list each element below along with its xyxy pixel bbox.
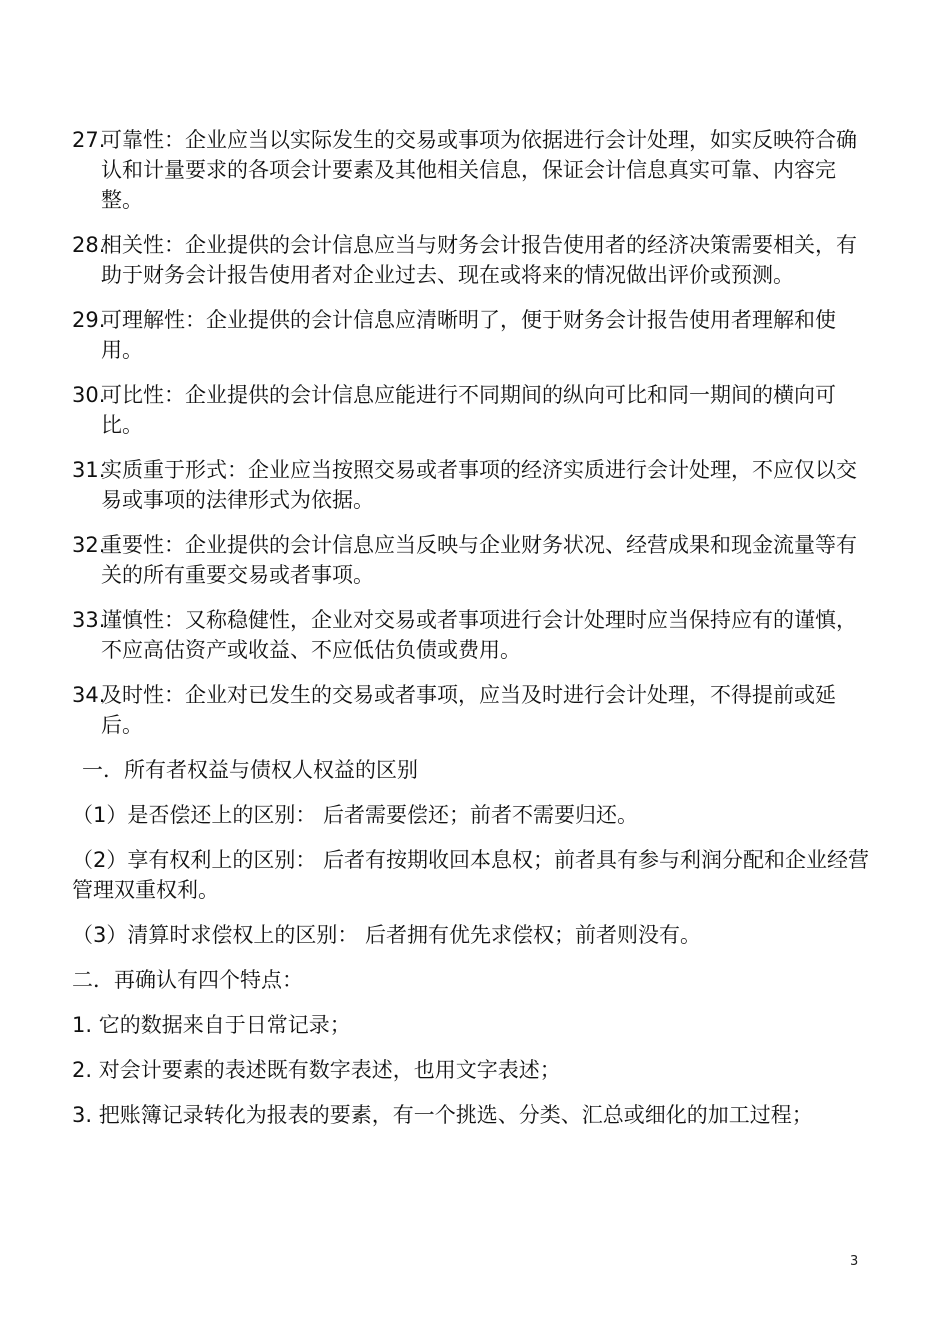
section-heading: 一．所有者权益与债权人权益的区别 bbox=[82, 758, 418, 782]
feature-item: 3. 把账簿记录转化为报表的要素，有一个挑选、分类、汇总或细化的加工过程； bbox=[72, 1103, 813, 1127]
item-number: 34. bbox=[72, 683, 106, 707]
principle-item bbox=[72, 380, 872, 440]
section-heading: 二．再确认有四个特点： bbox=[72, 968, 303, 992]
document-body bbox=[72, 125, 872, 1145]
item-text: 相关性：企业提供的会计信息应当与财务会计报告使用者的经济决策需要相关，有助于财务会计报告使用者对企业过去、现在或将来的情况做出评价或预测。 bbox=[101, 233, 857, 287]
comparison-item: （2）享有权利上的区别： 后者有按期收回本息权；前者具有参与利润分配和企业经营管理双重权利。 bbox=[72, 848, 870, 902]
principle-item bbox=[72, 605, 872, 665]
item-number: 28. bbox=[72, 233, 106, 257]
item-number: 30. bbox=[72, 383, 106, 407]
feature-item: 2. 对会计要素的表述既有数字表述，也用文字表述； bbox=[72, 1058, 561, 1082]
item-text: 可理解性：企业提供的会计信息应清晰明了，便于财务会计报告使用者理解和使用。 bbox=[101, 308, 836, 362]
principle-item bbox=[72, 680, 872, 740]
item-text: 重要性：企业提供的会计信息应当反映与企业财务状况、经营成果和现金流量等有关的所有重要交易或者事项。 bbox=[101, 533, 857, 587]
principle-item bbox=[72, 455, 872, 515]
comparison-item: （1）是否偿还上的区别： 后者需要偿还；前者不需要归还。 bbox=[72, 803, 639, 827]
principle-item bbox=[72, 530, 872, 590]
item-text: 可靠性：企业应当以实际发生的交易或事项为依据进行会计处理，如实反映符合确认和计量要求的各项会计要素及其他相关信息，保证会计信息真实可靠、内容完整。 bbox=[101, 128, 857, 212]
item-number: 27. bbox=[72, 128, 106, 152]
comparison-item: （3）清算时求偿权上的区别： 后者拥有优先求偿权；前者则没有。 bbox=[72, 923, 702, 947]
feature-item: 1. 它的数据来自于日常记录； bbox=[72, 1013, 351, 1037]
item-number: 31. bbox=[72, 458, 106, 482]
item-number: 29. bbox=[72, 308, 106, 332]
principle-item bbox=[72, 125, 872, 215]
item-text: 及时性：企业对已发生的交易或者事项，应当及时进行会计处理，不得提前或延后。 bbox=[101, 683, 836, 737]
page-number: 3 bbox=[850, 1254, 859, 1269]
item-text: 谨慎性：又称稳健性，企业对交易或者事项进行会计处理时应当保持应有的谨慎，不应高估资产或收益、不应低估负债或费用。 bbox=[101, 608, 857, 662]
item-number: 32. bbox=[72, 533, 106, 557]
item-number: 33. bbox=[72, 608, 106, 632]
item-text: 可比性：企业提供的会计信息应能进行不同期间的纵向可比和同一期间的横向可比。 bbox=[101, 383, 836, 437]
principle-item bbox=[72, 305, 872, 365]
item-text: 实质重于形式：企业应当按照交易或者事项的经济实质进行会计处理，不应仅以交易或事项的法律形式为依据。 bbox=[101, 458, 857, 512]
principle-item bbox=[72, 230, 872, 290]
